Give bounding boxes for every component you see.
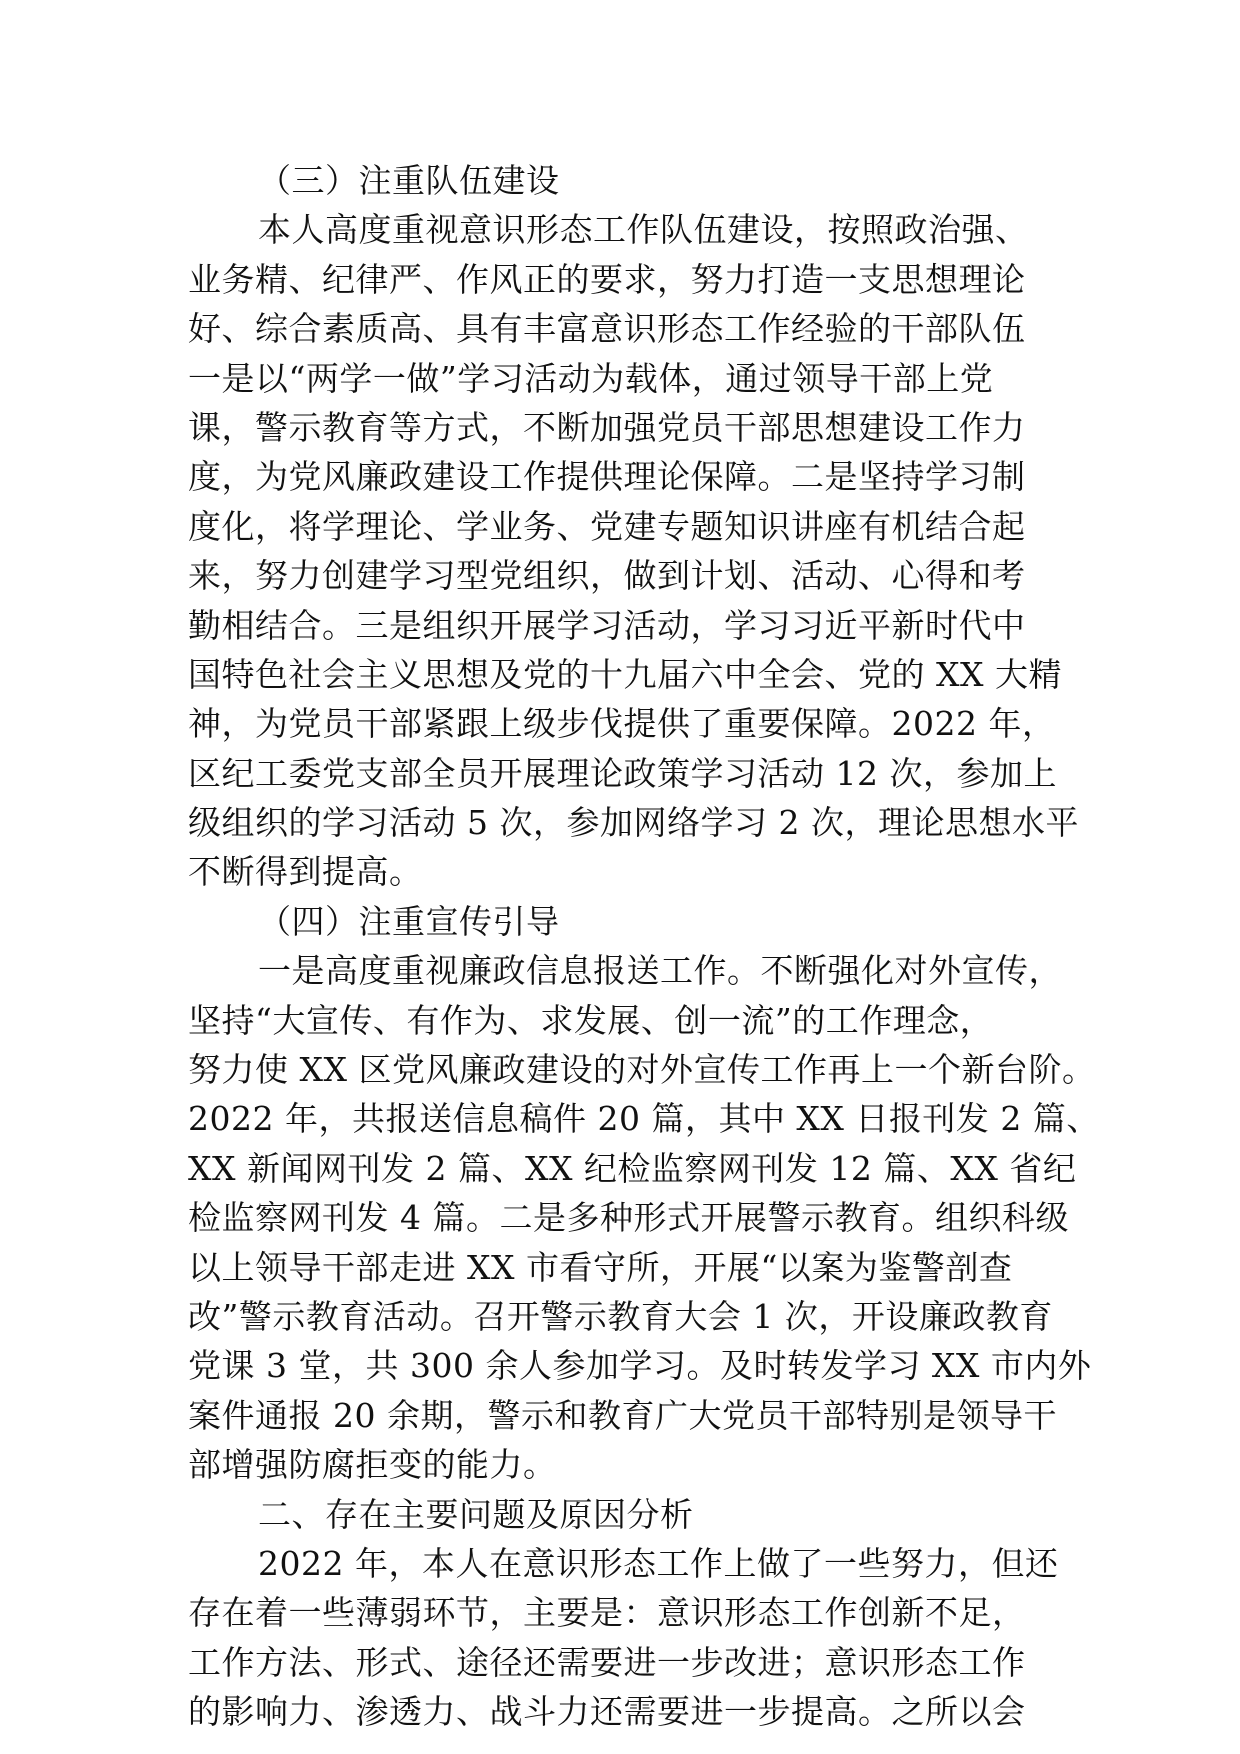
text-line: 部增强防腐拒变的能力。 bbox=[188, 1445, 557, 1485]
text-line: XX 新闻网刊发 2 篇、XX 纪检监察网刊发 12 篇、XX 省纪 bbox=[188, 1148, 1077, 1188]
text-line: 党课 3 堂，共 300 余人参加学习。及时转发学习 XX 市内外 bbox=[188, 1346, 1092, 1386]
document-body bbox=[188, 156, 1100, 1737]
text-line: 度化，将学理论、学业务、党建专题知识讲座有机结合起 bbox=[188, 506, 1026, 546]
text-line: 检监察网刊发 4 篇。二是多种形式开展警示教育。组织科级 bbox=[188, 1198, 1069, 1238]
text-line: 国特色社会主义思想及党的十九届六中全会、党的 XX 大精 bbox=[188, 654, 1062, 694]
text-line: 2022 年，本人在意识形态工作上做了一些努力，但还 bbox=[258, 1543, 1059, 1583]
text-line: 的影响力、渗透力、战斗力还需要进一步提高。之所以会 bbox=[188, 1692, 1026, 1732]
text-line: （三）注重队伍建设 bbox=[258, 161, 560, 200]
text-line: 勤相结合。三是组织开展学习活动，学习习近平新时代中 bbox=[188, 605, 1026, 645]
text-line: （四）注重宣传引导 bbox=[258, 901, 560, 941]
text-line: 2022 年，共报送信息稿件 20 篇，其中 XX 日报刊发 2 篇、 bbox=[188, 1099, 1100, 1139]
text-line: 改”警示教育活动。召开警示教育大会 1 次，开设廉政教育 bbox=[188, 1296, 1053, 1336]
text-line: 神，为党员干部紧跟上级步伐提供了重要保障。2022 年， bbox=[188, 704, 1056, 744]
text-line: 存在着一些薄弱环节，主要是：意识形态工作创新不足， bbox=[188, 1593, 1026, 1633]
text-line: 以上领导干部走进 XX 市看守所，开展“以案为鉴警剖查 bbox=[188, 1247, 1013, 1287]
text-line: 案件通报 20 余期，警示和教育广大党员干部特别是领导干 bbox=[188, 1395, 1057, 1435]
text-line: 来，努力创建学习型党组织，做到计划、活动、心得和考 bbox=[188, 556, 1026, 596]
text-line: 区纪工委党支部全员开展理论政策学习活动 12 次，参加上 bbox=[188, 753, 1057, 793]
text-line: 努力使 XX 区党风廉政建设的对外宣传工作再上一个新台阶。 bbox=[188, 1050, 1096, 1090]
text-line: 本人高度重视意识形态工作队伍建设，按照政治强、 bbox=[258, 210, 1029, 250]
text-line: 一是高度重视廉政信息报送工作。不断强化对外宣传， bbox=[258, 951, 1062, 991]
text-line: 课，警示教育等方式，不断加强党员干部思想建设工作力 bbox=[188, 407, 1026, 447]
text-line: 二、存在主要问题及原因分析 bbox=[258, 1494, 694, 1534]
text-line: 不断得到提高。 bbox=[188, 852, 423, 892]
text-line: 工作方法、形式、途径还需要进一步改进；意识形态工作 bbox=[188, 1642, 1026, 1682]
text-line: 业务精、纪律严、作风正的要求，努力打造一支思想理论 bbox=[188, 259, 1026, 299]
text-line: 度，为党风廉政建设工作提供理论保障。二是坚持学习制 bbox=[188, 457, 1026, 497]
text-line: 级组织的学习活动 5 次，参加网络学习 2 次，理论思想水平 bbox=[188, 803, 1079, 843]
text-line: 坚持“大宣传、有作为、求发展、创一流”的工作理念， bbox=[188, 1000, 994, 1040]
text-line: 好、综合素质高、具有丰富意识形态工作经验的干部队伍 bbox=[188, 309, 1026, 349]
text-line: 一是以“两学一做”学习活动为载体，通过领导干部上党 bbox=[188, 358, 994, 398]
